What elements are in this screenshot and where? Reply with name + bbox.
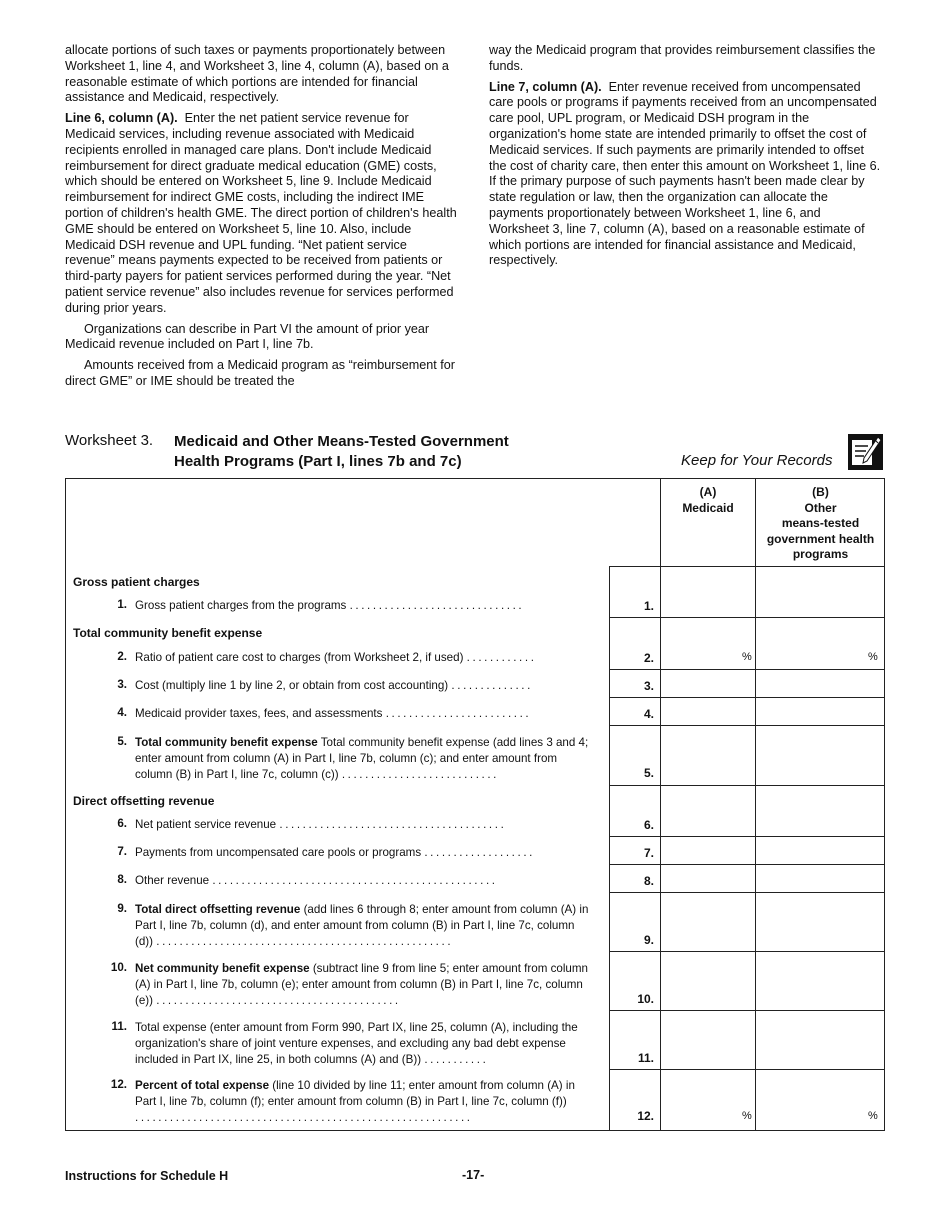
divider (609, 566, 885, 567)
divider (609, 864, 885, 865)
row-text: Total community benefit expense (add lines 3 and 4; enter amount from column (A) in Part I, line 7b, column (c); and enter amount from column (B) in Part I, line 7c, column (c)) (135, 736, 589, 781)
divider (609, 617, 885, 618)
right-paragraph-2 (489, 80, 884, 270)
percent-sign-b: % (868, 651, 878, 663)
left-paragraph-4: Amounts received from a Medicaid program as “reimbursement for direct GME” or IME should be treated the (65, 358, 455, 388)
row-number: 4. (117, 706, 127, 719)
line-number: 12. (637, 1109, 654, 1123)
leader-dots: ....................................... (279, 818, 507, 831)
table-row (135, 902, 591, 949)
table-row (135, 845, 591, 861)
leader-dots: ............ (466, 651, 537, 664)
worksheet-table (65, 478, 885, 1131)
divider (609, 669, 885, 670)
leader-dots: ................................................... (156, 934, 454, 948)
line-number: 11. (637, 1051, 654, 1065)
line-number: 1. (643, 599, 654, 613)
row-bold-text: Net community benefit expense (135, 962, 310, 975)
right-text-column (489, 43, 884, 274)
row-number: 12. (110, 1078, 127, 1091)
divider (609, 785, 885, 786)
row-number: 2. (117, 650, 127, 663)
divider (609, 1010, 885, 1011)
row-text: Payments from uncompensated care pools or programs (135, 846, 422, 859)
row-text: (add lines 6 through 8; enter amount from column (A) in Part I, line 7b, column (d), and enter amount from column (B) in Part I, line 7c, column (d)) (135, 903, 589, 948)
leader-dots: .......................................................... (135, 1110, 473, 1124)
line-number: 9. (643, 933, 654, 947)
leader-dots: ........................... (341, 767, 499, 781)
line-number: 10. (637, 992, 654, 1006)
table-row (135, 706, 591, 722)
column-b-title: programs (792, 547, 849, 561)
row-bold-text: Total community benefit expense (135, 736, 318, 749)
line-number: 6. (643, 818, 654, 832)
left-text-column (65, 43, 460, 395)
table-row (135, 735, 591, 782)
table-row (135, 873, 591, 889)
section-total-community-benefit: Total community benefit expense (73, 626, 263, 640)
leader-dots: .......................................... (156, 993, 401, 1007)
percent-sign-b: % (868, 1110, 878, 1122)
line6-heading: Line 6, column (A). (65, 111, 178, 126)
divider (609, 725, 885, 726)
table-row (135, 961, 591, 1008)
line6-body: Enter the net patient service revenue for Medicaid services, including revenue associated with Medicaid recipients enrolled in managed care plans. Don't include Medicaid reimbursement for direct graduate medical education (GME) costs, which should be entered on Worksheet 5, line 9. Include Medicaid reimbursement for indirect GME costs, including the indirect IME portion of children's health GME. The direct portion of children's health GME should be entered on Worksheet 5, line 10. Also, include Medicaid DSH revenue and UPL funding. “Net patient service revenue” means payments expected to be received from patients or third-party payers for patient services performed during the year. “Net patient service revenue” also includes revenue for services performed during prior years. (65, 111, 457, 315)
column-a-letter: (A) (699, 485, 717, 499)
row-number: 1. (117, 598, 127, 611)
left-paragraph-2 (65, 111, 460, 316)
divider (609, 892, 885, 893)
divider (609, 697, 885, 698)
leader-dots: .............................. (349, 599, 525, 612)
leader-dots: ........... (424, 1052, 489, 1066)
column-b-title: Other (804, 500, 837, 515)
percent-sign-a: % (742, 651, 752, 663)
pencil-note-icon (848, 434, 883, 470)
line-number: 3. (643, 679, 654, 693)
row-text: (subtract line 9 from line 5; enter amount from column (A) in Part I, line 7b, column (e); enter amount from column (B) in Part I, line 7c, column (e)) (135, 962, 588, 1007)
column-b-letter: (B) (812, 485, 829, 499)
percent-sign-a: % (742, 1110, 752, 1122)
line-number: 2. (643, 651, 654, 665)
footer-title: Instructions for Schedule H (65, 1169, 229, 1183)
row-number: 9. (117, 902, 127, 915)
worksheet-title-line1: Medicaid and Other Means-Tested Government (174, 433, 509, 450)
left-paragraph-3: Organizations can describe in Part VI the amount of prior year Medicaid revenue included on Part I, line 7b. (65, 321, 430, 352)
section-direct-offsetting-revenue: Direct offsetting revenue (73, 794, 215, 808)
row-number: 11. (111, 1020, 127, 1033)
worksheet-header (65, 432, 885, 472)
table-row (135, 817, 591, 833)
table-row (135, 678, 591, 694)
line7-heading: Line 7, column (A). (489, 79, 602, 94)
divider (755, 479, 756, 1131)
row-number: 6. (117, 817, 127, 830)
column-a-header (661, 485, 755, 516)
line-number: 5. (643, 766, 654, 780)
row-text: Ratio of patient care cost to charges (from Worksheet 2, if used) (135, 651, 464, 664)
row-text: Total expense (enter amount from Form 990, Part IX, line 25, column (A), including the organization's share of joint venture expenses, and excluding any bad debt expense included in Part IX, line 25, in both columns (A) and (B)) (135, 1021, 578, 1066)
divider (609, 836, 885, 837)
line-number: 7. (643, 846, 654, 860)
column-a-title: Medicaid (682, 500, 734, 515)
worksheet-title (174, 432, 509, 472)
row-number: 3. (117, 678, 127, 691)
divider (609, 566, 610, 1131)
table-row (135, 1078, 591, 1125)
row-text: Other revenue (135, 874, 210, 887)
column-b-header (756, 485, 885, 563)
divider (609, 951, 885, 952)
left-paragraph-1: allocate portions of such taxes or payments proportionately between Worksheet 1, line 4, and Worksheet 3, line 4, column (A), based on a reasonable estimate of which portions are intended for financial assistance and Medicaid, respectively. (65, 43, 449, 105)
table-row (135, 1020, 591, 1067)
row-bold-text: Total direct offsetting revenue (135, 903, 301, 916)
leader-dots: .............. (451, 679, 533, 692)
table-row (135, 598, 591, 614)
row-text: Medicaid provider taxes, fees, and assessments (135, 707, 383, 720)
line-number: 8. (643, 874, 654, 888)
leader-dots: ................................................. (212, 874, 498, 887)
page-number: -17- (462, 1168, 485, 1182)
row-bold-text: Percent of total expense (135, 1079, 270, 1092)
leader-dots: ................... (424, 846, 535, 859)
row-number: 7. (117, 845, 127, 858)
worksheet-title-line2: Health Programs (Part I, lines 7b and 7c) (174, 453, 462, 470)
divider (609, 1069, 885, 1070)
row-text: Gross patient charges from the programs (135, 599, 347, 612)
column-b-title: government health (766, 531, 875, 546)
table-row (135, 650, 591, 666)
row-number: 8. (117, 873, 127, 886)
line7-body: Enter revenue received from uncompensated care pools or programs if payments received from an uncompensated care pool, UPL program, or Medicaid DSH program in the organization's home state are intended primarily to offset the cost of Medicaid services. If such payments are primarily intended to offset the cost of charity care, then enter this amount on Worksheet 1, line 6. If the primary purpose of such payments hasn't been made clear by state regulation or law, then the organization can allocate the payments proportionately between Worksheet 1, line 6, and Worksheet 3, line 7, column (A), based on a reasonable estimate of which portions are intended for financial assistance and Medicaid, respectively. (489, 79, 881, 268)
row-text: Net patient service revenue (135, 818, 277, 831)
keep-for-records: Keep for Your Records (681, 452, 833, 469)
line-number: 4. (643, 707, 654, 721)
row-text: Cost (multiply line 1 by line 2, or obtain from cost accounting) (135, 679, 449, 692)
column-b-title: means-tested (781, 516, 860, 530)
divider (660, 479, 661, 1131)
leader-dots: ......................... (385, 707, 532, 720)
worksheet-label: Worksheet 3. (65, 432, 154, 449)
row-number: 5. (117, 735, 127, 748)
section-gross-patient-charges: Gross patient charges (73, 575, 200, 589)
right-paragraph-1: way the Medicaid program that provides reimbursement classifies the funds. (489, 43, 876, 73)
row-number: 10. (110, 961, 127, 974)
row-text: (line 10 divided by line 11; enter amount from column (A) in Part I, line 7b, column (f); enter amount from column (B) in Part I, line 7c, column (f)) (135, 1079, 575, 1108)
